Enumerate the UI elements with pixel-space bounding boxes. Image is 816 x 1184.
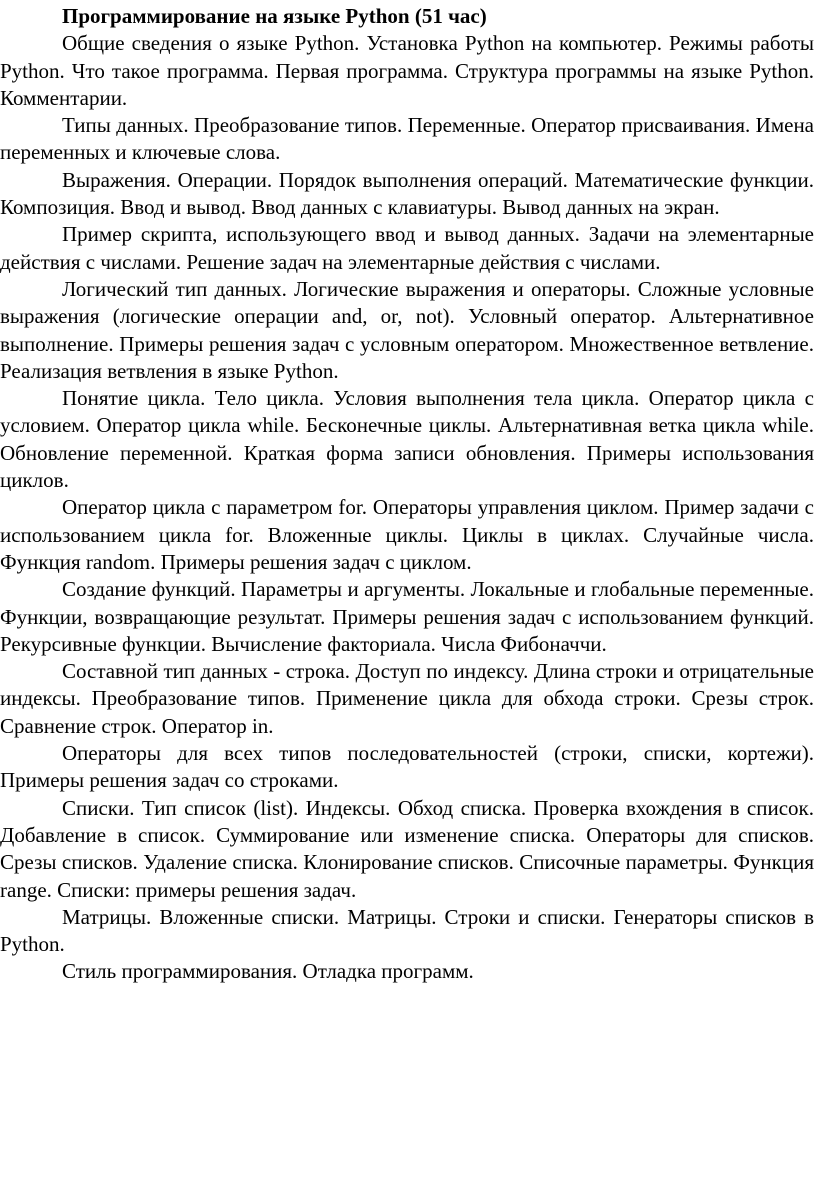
paragraph-style: Стиль программирования. Отладка программ. [62, 959, 474, 984]
paragraph-sequence-operators: Операторы для всех типов последовательностей (строки, списки, кортежи). Примеры решения задач со строками. [0, 741, 814, 793]
paragraph-loops: Понятие цикла. Тело цикла. Условия выполнения тела цикла. Оператор цикла с условием. Оператор цикла while. Бесконечные циклы. Альтернативная ветка цикла while. Обновление переменной. Краткая форма записи обновления. Примеры использования циклов. [0, 386, 814, 493]
section-title: Программирование на языке Python (51 час) [62, 4, 487, 28]
paragraph-strings: Составной тип данных - строка. Доступ по индексу. Длина строки и отрицательные индексы. Преобразование типов. Применение цикла для обхода строки. Срезы строк. Сравнение строк. Оператор in. [0, 659, 814, 738]
paragraph-functions: Создание функций. Параметры и аргументы. Локальные и глобальные переменные. Функции, возвращающие результат. Примеры решения задач с использованием функций. Рекурсивные функции. Вычисление факториала. Числа Фибоначчи. [0, 577, 814, 656]
paragraph-logical-types: Логический тип данных. Логические выражения и операторы. Сложные условные выражения (логические операции and, or, not). Условный оператор. Альтернативное выполнение. Примеры решения задач с условным оператором. Множественное ветвление. Реализация ветвления в языке Python. [0, 276, 814, 383]
paragraph-data-types: Типы данных. Преобразование типов. Переменные. Оператор присваивания. Имена переменных и ключевые слова. [0, 113, 814, 165]
paragraph-lists: Списки. Тип список (list). Индексы. Обход списка. Проверка вхождения в список. Добавление в список. Суммирование или изменение списка. Операторы для списков. Срезы списков. Удаление списка. Клонирование списков. Списочные параметры. Функция range. Списки: примеры решения задач. [0, 795, 814, 902]
paragraph-matrices: Матрицы. Вложенные списки. Матрицы. Строки и списки. Генераторы списков в Python. [0, 904, 814, 957]
paragraph-script-example: Пример скрипта, использующего ввод и вывод данных. Задачи на элементарные действия с числами. Решение задач на элементарные действия с числами. [0, 222, 814, 274]
paragraph-expressions: Выражения. Операции. Порядок выполнения операций. Математические функции. Композиция. Ввод и вывод. Ввод данных с клавиатуры. Вывод данных на экран. [0, 167, 814, 220]
paragraph-for-loop: Оператор цикла с параметром for. Операторы управления циклом. Пример задачи с использованием цикла for. Вложенные циклы. Циклы в циклах. Случайные числа. Функция random. Примеры решения задач с циклом. [0, 495, 814, 574]
document-body [0, 3, 816, 986]
paragraph-overview: Общие сведения о языке Python. Установка Python на компьютер. Режимы работы Python. Что такое программа. Первая программа. Структура программы на языке Python. Комментарии. [0, 31, 814, 110]
